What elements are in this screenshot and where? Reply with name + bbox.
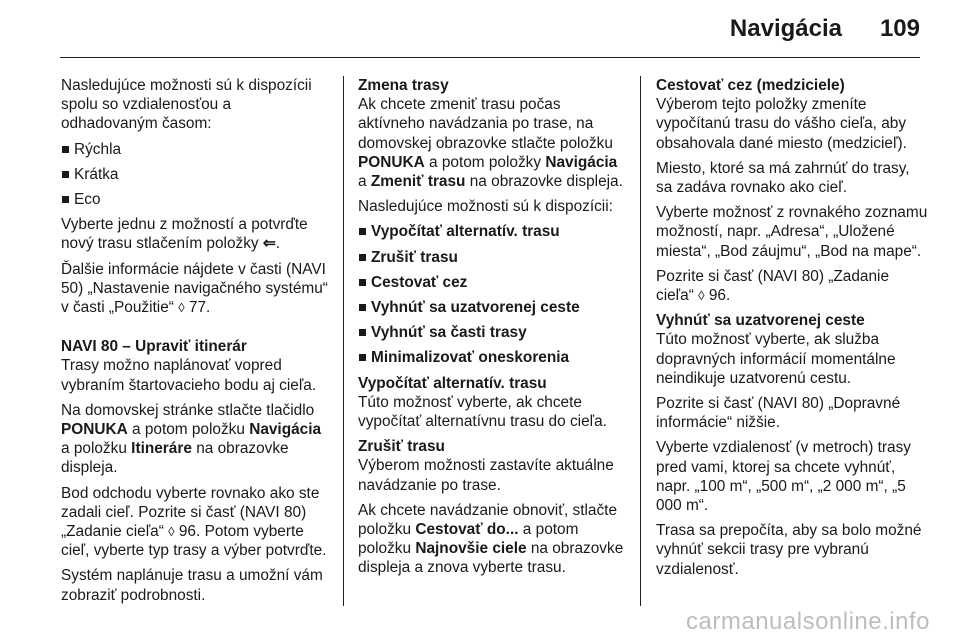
section-heading: NAVI 80 – Upraviť itinerár bbox=[61, 338, 247, 356]
paragraph: Trasa sa prepočíta, aby sa bolo možné vyhnúť sekcii trasy pre vybranú vzdialenosť. bbox=[656, 522, 922, 578]
section-heading: Cestovať cez (medziciele) bbox=[656, 77, 845, 94]
column-divider-2 bbox=[640, 76, 641, 606]
list-item: Eco bbox=[61, 190, 331, 209]
header-rule bbox=[60, 57, 920, 58]
watermark: carmanualsonline.info bbox=[686, 608, 930, 635]
subsection-cancel-route: Zrušiť trasu Výberom možnosti zastavíte aktuálne navádzanie po trase. bbox=[358, 437, 628, 495]
section-heading: Vypočítať alternatív. trasu bbox=[358, 374, 547, 392]
paragraph: Nasledujúce možnosti sú k dispozícii: bbox=[358, 198, 613, 216]
paragraph: Vyberte vzdialenosť (v metroch) trasy pred vami, ktorej sa chcete vyhnúť, napr. „100 m“, „500 m“, „2 000 m“, „5 000 m“. bbox=[656, 439, 911, 515]
column-1 bbox=[61, 76, 331, 611]
subsection-waypoints: Cestovať cez (medziciele) Výberom tejto položky zmeníte vypočítanú trasu do vášho cieľa, aby obsahovala dané miesto (medzicieľ). bbox=[656, 76, 928, 153]
page-title: Navigácia bbox=[729, 15, 842, 42]
paragraph: Pozrite si časť (NAVI 80) „Dopravné informácie“ nižšie. bbox=[656, 395, 901, 432]
paragraph: Na domovskej stránke stlačte tlačidlo PONUKA a potom položku Navigácia a položku Itineráre na obrazovke displeja. bbox=[61, 401, 322, 477]
column-2 bbox=[358, 76, 628, 584]
reference-arrow-icon: ◊ bbox=[168, 524, 175, 540]
column-3 bbox=[656, 76, 928, 585]
reference-arrow-icon: ◊ bbox=[698, 288, 705, 304]
list-item: Rýchla bbox=[61, 140, 331, 159]
intro-text: Nasledujúce možnosti sú k dispozícii spolu so vzdialenosťou a odhadovaným časom: bbox=[61, 77, 312, 133]
list-item: Minimalizovať oneskorenia bbox=[358, 348, 628, 367]
reference-arrow-icon: ◊ bbox=[178, 300, 185, 316]
paragraph: Vyberte možnosť z rovnakého zoznamu možností, napr. „Adresa“, „Uložené miesta“, „Bod záujmu“, „Bod na mape“. bbox=[656, 204, 928, 260]
paragraph: Bod odchodu vyberte rovnako ako ste zadali cieľ. Pozrite si časť (NAVI 80) „Zadanie cieľa“ ◊ 96. Potom vyberte cieľ, vyberte typ trasy a výber potvrďte. bbox=[61, 484, 327, 560]
page-header bbox=[0, 0, 960, 56]
list-item: Vyhnúť sa časti trasy bbox=[358, 323, 628, 342]
paragraph: Ak chcete navádzanie obnoviť, stlačte položku Cestovať do... a potom položku Najnovšie ciele na obrazovke displeja a znova vyberte trasu. bbox=[358, 501, 624, 577]
back-arrow-icon: ⇐ bbox=[262, 235, 276, 253]
paragraph: Miesto, ktoré sa má zahrnúť do trasy, sa zadáva rovnako ako cieľ. bbox=[656, 159, 910, 197]
section-zmena-trasy: Zmena trasy Ak chcete zmeniť trasu počas aktívneho navádzania po trase, na domovskej obrazovke stlačte položku PONUKA a potom položky Navigácia a Zmeniť trasu na obrazovke displeja. bbox=[358, 76, 628, 191]
paragraph: Pozrite si časť (NAVI 80) „Zadanie cieľa“ ◊ 96. bbox=[656, 267, 890, 305]
list-item: Vyhnúť sa uzatvorenej ceste bbox=[358, 298, 628, 317]
subsection-alt-route: Vypočítať alternatív. trasu Túto možnosť vyberte, ak chcete vypočítať alternatívnu trasu do cieľa. bbox=[358, 374, 628, 432]
select-paragraph: Vyberte jednu z možností a potvrďte nový trasu stlačením položky ⇐. bbox=[61, 216, 308, 253]
list-item: Zrušiť trasu bbox=[358, 248, 628, 267]
more-info-paragraph: Ďalšie informácie nájdete v časti (NAVI 50) „Nastavenie navigačného systému“ v časti „Použitie“ ◊ 77. bbox=[61, 260, 328, 317]
list-item: Krátka bbox=[61, 165, 331, 184]
subsection-avoid-closed-road: Vyhnúť sa uzatvorenej ceste Túto možnosť vyberte, ak služba dopravných informácií momentálne neindikuje uzatvorenú cestu. bbox=[656, 311, 928, 388]
section-heading: Vyhnúť sa uzatvorenej ceste bbox=[656, 312, 865, 330]
list-item: Cestovať cez bbox=[358, 273, 628, 292]
section-heading: Zmena trasy bbox=[358, 77, 449, 94]
section-navi80: NAVI 80 – Upraviť itinerár Trasy možno naplánovať vopred vybraním štartovacieho bodu aj cieľa. bbox=[61, 337, 331, 395]
section-heading: Zrušiť trasu bbox=[358, 438, 445, 456]
column-divider-1 bbox=[343, 76, 344, 606]
list-item: Vypočítať alternatív. trasu bbox=[358, 222, 628, 241]
paragraph: Systém naplánuje trasu a umožní vám zobraziť podrobnosti. bbox=[61, 567, 323, 604]
page-number: 109 bbox=[879, 15, 920, 42]
